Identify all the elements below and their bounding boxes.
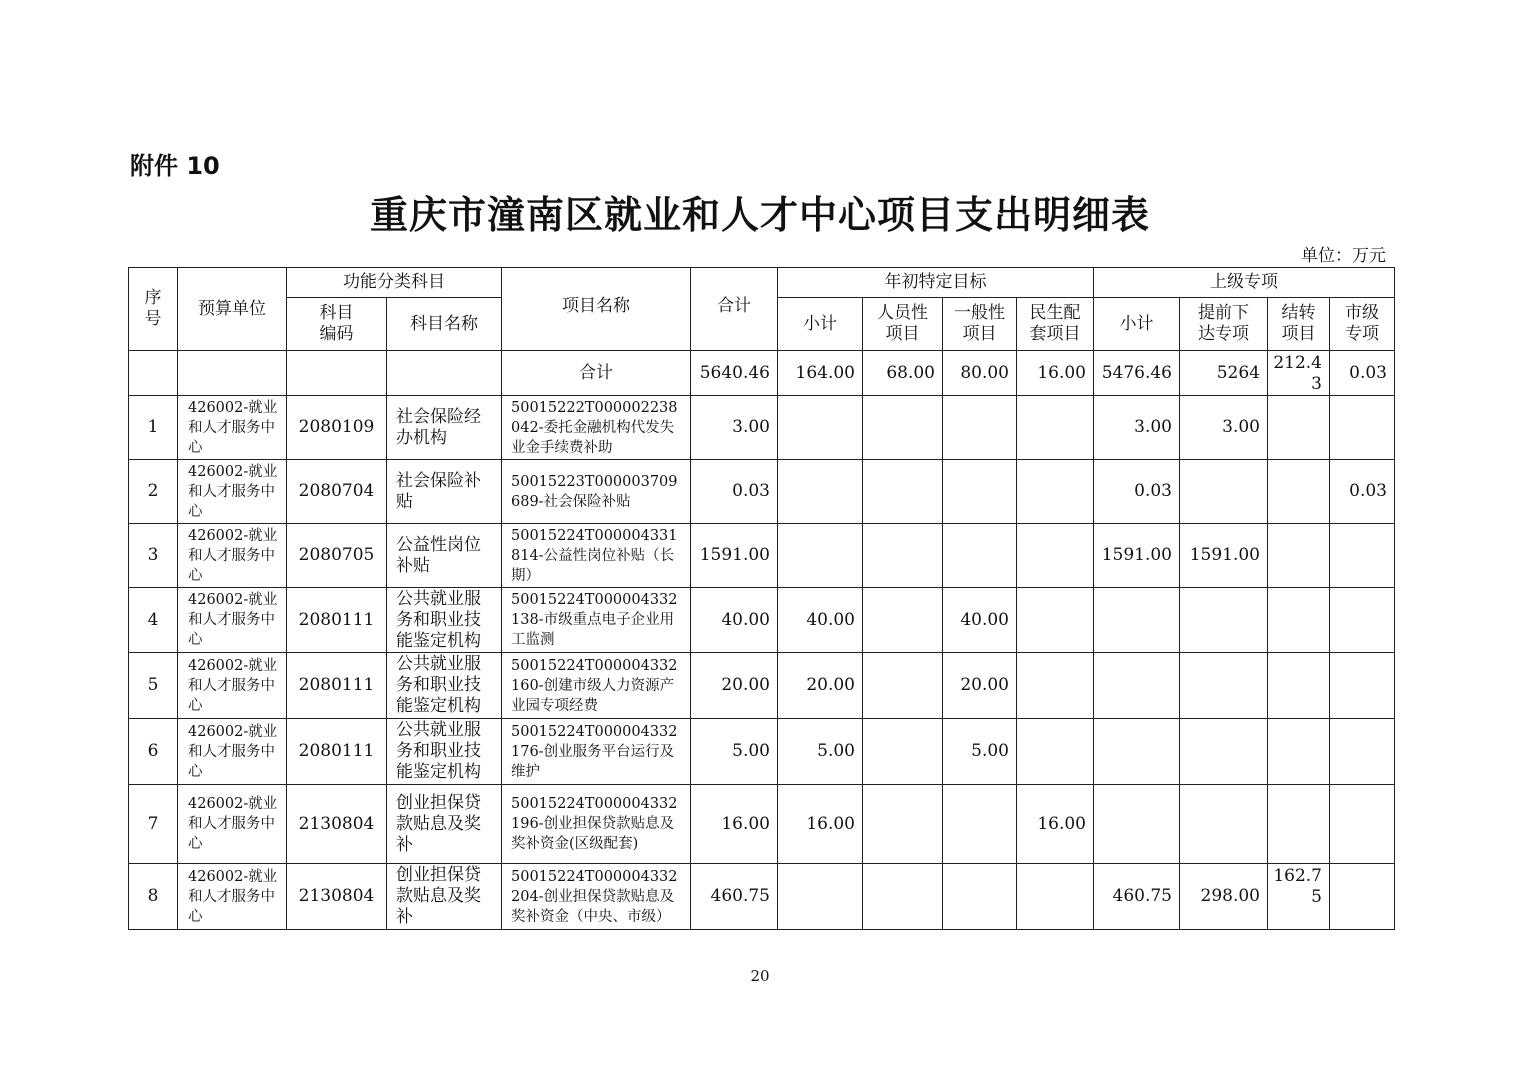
- row-seq: 6: [129, 719, 178, 785]
- row-advance: [1180, 785, 1268, 864]
- row-subject-name: 公共就业服务和职业技能鉴定机构: [387, 653, 502, 719]
- total-city: 0.03: [1330, 351, 1395, 396]
- row-livelihood: [1017, 653, 1094, 719]
- header-carryover: 结转项目: [1268, 298, 1330, 351]
- row-personnel: [863, 785, 943, 864]
- row-seq: 3: [129, 524, 178, 588]
- row-subject-name: 公益性岗位补贴: [387, 524, 502, 588]
- row-initial-subtotal: 20.00: [778, 653, 863, 719]
- row-advance: [1180, 719, 1268, 785]
- row-carryover: 162.75: [1268, 864, 1330, 930]
- row-superior-subtotal: 1591.00: [1094, 524, 1180, 588]
- row-city: [1330, 588, 1395, 653]
- row-total: 40.00: [691, 588, 778, 653]
- row-superior-subtotal: 460.75: [1094, 864, 1180, 930]
- row-project-name: 50015224T000004332160-创建市级人力资源产业园专项经费: [502, 653, 691, 719]
- annex-label: 附件 10: [130, 152, 220, 180]
- row-subject-code: 2080109: [287, 396, 387, 460]
- header-initial-group: 年初特定目标: [778, 268, 1094, 298]
- row-city: [1330, 864, 1395, 930]
- row-livelihood: [1017, 719, 1094, 785]
- header-city: 市级专项: [1330, 298, 1395, 351]
- total-advance: 5264: [1180, 351, 1268, 396]
- row-total: 5.00: [691, 719, 778, 785]
- row-initial-subtotal: [778, 864, 863, 930]
- row-project-name: 50015222T000002238042-委托金融机构代发失业金手续费补助: [502, 396, 691, 460]
- row-general: 20.00: [943, 653, 1017, 719]
- row-total: 460.75: [691, 864, 778, 930]
- header-seq: 序号: [129, 268, 178, 351]
- total-initial-subtotal: 164.00: [778, 351, 863, 396]
- row-project-name: 50015224T000004332196-创业担保贷款贴息及奖补资金(区级配套): [502, 785, 691, 864]
- row-superior-subtotal: 3.00: [1094, 396, 1180, 460]
- row-advance: [1180, 460, 1268, 524]
- row-personnel: [863, 524, 943, 588]
- row-total: 20.00: [691, 653, 778, 719]
- header-superior-subtotal: 小计: [1094, 298, 1180, 351]
- row-advance: [1180, 653, 1268, 719]
- row-subject-name: 创业担保贷款贴息及奖补: [387, 785, 502, 864]
- header-total: 合计: [691, 268, 778, 351]
- row-general: [943, 524, 1017, 588]
- header-subject-code: 科目编码: [287, 298, 387, 351]
- header-livelihood: 民生配套项目: [1017, 298, 1094, 351]
- header-advance: 提前下达专项: [1180, 298, 1268, 351]
- row-livelihood: [1017, 396, 1094, 460]
- row-city: 0.03: [1330, 460, 1395, 524]
- row-seq: 5: [129, 653, 178, 719]
- expenditure-detail-table: [128, 267, 1395, 930]
- row-project-name: 50015223T000003709689-社会保险补贴: [502, 460, 691, 524]
- row-seq: 4: [129, 588, 178, 653]
- row-advance: 298.00: [1180, 864, 1268, 930]
- row-subject-code: 2080704: [287, 460, 387, 524]
- unit-label: 单位：万元: [1301, 246, 1386, 266]
- row-budget-unit: 426002-就业和人才服务中心: [178, 460, 287, 524]
- row-livelihood: [1017, 864, 1094, 930]
- row-budget-unit: 426002-就业和人才服务中心: [178, 785, 287, 864]
- row-budget-unit: 426002-就业和人才服务中心: [178, 396, 287, 460]
- row-subject-code: 2130804: [287, 864, 387, 930]
- row-superior-subtotal: [1094, 719, 1180, 785]
- row-subject-code: 2080705: [287, 524, 387, 588]
- row-superior-subtotal: [1094, 588, 1180, 653]
- row-subject-name: 公共就业服务和职业技能鉴定机构: [387, 588, 502, 653]
- row-carryover: [1268, 396, 1330, 460]
- table-row: [129, 396, 1395, 460]
- total-superior-subtotal: 5476.46: [1094, 351, 1180, 396]
- row-superior-subtotal: 0.03: [1094, 460, 1180, 524]
- row-livelihood: [1017, 588, 1094, 653]
- row-initial-subtotal: 5.00: [778, 719, 863, 785]
- page-number: 20: [750, 967, 770, 985]
- row-general: [943, 864, 1017, 930]
- row-city: [1330, 785, 1395, 864]
- row-livelihood: [1017, 460, 1094, 524]
- row-budget-unit: 426002-就业和人才服务中心: [178, 653, 287, 719]
- row-budget-unit: 426002-就业和人才服务中心: [178, 588, 287, 653]
- header-superior-group: 上级专项: [1094, 268, 1395, 298]
- row-subject-name: 创业担保贷款贴息及奖补: [387, 864, 502, 930]
- row-seq: 2: [129, 460, 178, 524]
- row-total: 1591.00: [691, 524, 778, 588]
- table-row: [129, 719, 1395, 785]
- row-initial-subtotal: 40.00: [778, 588, 863, 653]
- row-carryover: [1268, 460, 1330, 524]
- row-carryover: [1268, 653, 1330, 719]
- row-general: [943, 785, 1017, 864]
- row-advance: 3.00: [1180, 396, 1268, 460]
- row-livelihood: 16.00: [1017, 785, 1094, 864]
- row-initial-subtotal: [778, 524, 863, 588]
- row-advance: 1591.00: [1180, 524, 1268, 588]
- header-initial-subtotal: 小计: [778, 298, 863, 351]
- row-subject-code: 2080111: [287, 719, 387, 785]
- header-personnel: 人员性项目: [863, 298, 943, 351]
- header-general: 一般性项目: [943, 298, 1017, 351]
- row-subject-code: 2080111: [287, 588, 387, 653]
- row-subject-name: 公共就业服务和职业技能鉴定机构: [387, 719, 502, 785]
- row-personnel: [863, 719, 943, 785]
- table-row: [129, 653, 1395, 719]
- row-budget-unit: 426002-就业和人才服务中心: [178, 719, 287, 785]
- row-city: [1330, 396, 1395, 460]
- row-subject-code: 2130804: [287, 785, 387, 864]
- row-personnel: [863, 460, 943, 524]
- row-general: 5.00: [943, 719, 1017, 785]
- row-budget-unit: 426002-就业和人才服务中心: [178, 864, 287, 930]
- row-advance: [1180, 588, 1268, 653]
- row-project-name: 50015224T000004331814-公益性岗位补贴（长期）: [502, 524, 691, 588]
- row-carryover: [1268, 785, 1330, 864]
- row-seq: 7: [129, 785, 178, 864]
- header-subject-name: 科目名称: [387, 298, 502, 351]
- table-row: [129, 524, 1395, 588]
- table-row: [129, 864, 1395, 930]
- row-initial-subtotal: [778, 396, 863, 460]
- row-carryover: [1268, 719, 1330, 785]
- row-city: [1330, 719, 1395, 785]
- row-city: [1330, 524, 1395, 588]
- row-project-name: 50015224T000004332204-创业担保贷款贴息及奖补资金（中央、市级）: [502, 864, 691, 930]
- header-function-group: 功能分类科目: [287, 268, 502, 298]
- row-general: [943, 460, 1017, 524]
- row-subject-name: 社会保险经办机构: [387, 396, 502, 460]
- row-general: [943, 396, 1017, 460]
- row-total: 16.00: [691, 785, 778, 864]
- total-amount: 5640.46: [691, 351, 778, 396]
- row-budget-unit: 426002-就业和人才服务中心: [178, 524, 287, 588]
- row-personnel: [863, 653, 943, 719]
- row-seq: 1: [129, 396, 178, 460]
- row-general: 40.00: [943, 588, 1017, 653]
- row-carryover: [1268, 524, 1330, 588]
- total-row: [129, 351, 1395, 396]
- row-livelihood: [1017, 524, 1094, 588]
- header-project-name: 项目名称: [502, 268, 691, 351]
- row-superior-subtotal: [1094, 785, 1180, 864]
- page-title: 重庆市潼南区就业和人才中心项目支出明细表: [369, 192, 1150, 237]
- row-project-name: 50015224T000004332176-创业服务平台运行及维护: [502, 719, 691, 785]
- row-initial-subtotal: 16.00: [778, 785, 863, 864]
- table-row: [129, 460, 1395, 524]
- row-total: 3.00: [691, 396, 778, 460]
- table-row: [129, 785, 1395, 864]
- total-carryover: 212.43: [1268, 351, 1330, 396]
- row-superior-subtotal: [1094, 653, 1180, 719]
- row-personnel: [863, 396, 943, 460]
- row-subject-name: 社会保险补贴: [387, 460, 502, 524]
- row-seq: 8: [129, 864, 178, 930]
- row-personnel: [863, 864, 943, 930]
- total-livelihood: 16.00: [1017, 351, 1094, 396]
- row-subject-code: 2080111: [287, 653, 387, 719]
- total-personnel: 68.00: [863, 351, 943, 396]
- row-city: [1330, 653, 1395, 719]
- header-budget-unit: 预算单位: [178, 268, 287, 351]
- row-total: 0.03: [691, 460, 778, 524]
- total-general: 80.00: [943, 351, 1017, 396]
- row-initial-subtotal: [778, 460, 863, 524]
- row-personnel: [863, 588, 943, 653]
- total-label: 合计: [502, 351, 691, 396]
- row-carryover: [1268, 588, 1330, 653]
- row-project-name: 50015224T000004332138-市级重点电子企业用工监测: [502, 588, 691, 653]
- table-row: [129, 588, 1395, 653]
